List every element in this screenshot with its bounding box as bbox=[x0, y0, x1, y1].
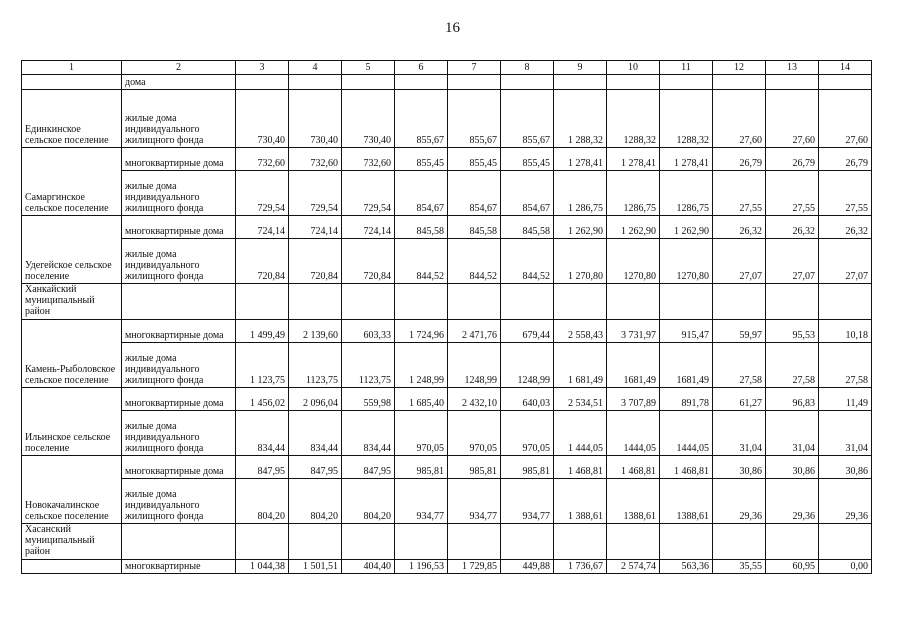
value-cell: 27,55 bbox=[819, 171, 872, 216]
table-row bbox=[22, 560, 872, 574]
value-cell bbox=[766, 284, 819, 320]
value-cell bbox=[554, 284, 607, 320]
value-cell: 1 288,32 bbox=[554, 90, 607, 148]
value-cell: 1388,61 bbox=[660, 479, 713, 524]
value-cell bbox=[448, 524, 501, 560]
value-cell: 855,45 bbox=[395, 148, 448, 171]
municipality-cell bbox=[22, 560, 122, 574]
value-cell bbox=[607, 75, 660, 90]
value-cell: 855,45 bbox=[448, 148, 501, 171]
column-number: 10 bbox=[607, 61, 660, 75]
value-cell bbox=[395, 284, 448, 320]
value-cell: 834,44 bbox=[342, 411, 395, 456]
value-cell bbox=[766, 75, 819, 90]
value-cell: 985,81 bbox=[448, 456, 501, 479]
value-cell: 1 278,41 bbox=[554, 148, 607, 171]
value-cell bbox=[236, 524, 289, 560]
value-cell bbox=[819, 75, 872, 90]
table-row bbox=[22, 284, 872, 320]
value-cell: 1 729,85 bbox=[448, 560, 501, 574]
value-cell: 2 534,51 bbox=[554, 388, 607, 411]
value-cell: 934,77 bbox=[448, 479, 501, 524]
value-cell: 1 681,49 bbox=[554, 343, 607, 388]
table-row bbox=[22, 343, 872, 388]
value-cell: 404,40 bbox=[342, 560, 395, 574]
value-cell bbox=[448, 284, 501, 320]
tariff-table bbox=[21, 60, 872, 574]
table-row bbox=[22, 239, 872, 284]
value-cell: 720,84 bbox=[342, 239, 395, 284]
table-row bbox=[22, 456, 872, 479]
value-cell: 730,40 bbox=[289, 90, 342, 148]
value-cell bbox=[501, 284, 554, 320]
value-cell: 1 468,81 bbox=[660, 456, 713, 479]
value-cell: 844,52 bbox=[448, 239, 501, 284]
value-cell bbox=[766, 524, 819, 560]
value-cell: 1 685,40 bbox=[395, 388, 448, 411]
value-cell: 1123,75 bbox=[289, 343, 342, 388]
value-cell: 30,86 bbox=[713, 456, 766, 479]
column-number: 13 bbox=[766, 61, 819, 75]
table-row bbox=[22, 388, 872, 411]
value-cell: 27,58 bbox=[713, 343, 766, 388]
housing-type-cell: жилые дома индивидуального жилищного фонда bbox=[122, 90, 236, 148]
value-cell: 27,55 bbox=[766, 171, 819, 216]
value-cell: 1 468,81 bbox=[554, 456, 607, 479]
column-number: 1 bbox=[22, 61, 122, 75]
value-cell: 29,36 bbox=[819, 479, 872, 524]
value-cell: 970,05 bbox=[395, 411, 448, 456]
housing-type-cell: дома bbox=[122, 75, 236, 90]
column-number: 8 bbox=[501, 61, 554, 75]
value-cell: 27,07 bbox=[766, 239, 819, 284]
value-cell bbox=[660, 524, 713, 560]
value-cell: 854,67 bbox=[501, 171, 554, 216]
value-cell: 59,97 bbox=[713, 320, 766, 343]
value-cell: 27,60 bbox=[819, 90, 872, 148]
value-cell: 1681,49 bbox=[607, 343, 660, 388]
value-cell: 29,36 bbox=[713, 479, 766, 524]
value-cell: 640,03 bbox=[501, 388, 554, 411]
value-cell bbox=[713, 75, 766, 90]
value-cell: 1248,99 bbox=[448, 343, 501, 388]
value-cell: 724,14 bbox=[236, 216, 289, 239]
value-cell: 2 096,04 bbox=[289, 388, 342, 411]
table-row bbox=[22, 90, 872, 148]
value-cell: 724,14 bbox=[289, 216, 342, 239]
housing-type-cell: многоквартирные дома bbox=[122, 388, 236, 411]
table-row bbox=[22, 524, 872, 560]
value-cell: 27,60 bbox=[766, 90, 819, 148]
column-number: 11 bbox=[660, 61, 713, 75]
value-cell: 720,84 bbox=[289, 239, 342, 284]
value-cell: 1 278,41 bbox=[660, 148, 713, 171]
housing-type-cell: жилые дома индивидуального жилищного фонда bbox=[122, 343, 236, 388]
value-cell: 1 456,02 bbox=[236, 388, 289, 411]
value-cell: 27,55 bbox=[713, 171, 766, 216]
value-cell: 934,77 bbox=[395, 479, 448, 524]
housing-type-cell: многоквартирные bbox=[122, 560, 236, 574]
value-cell: 27,07 bbox=[713, 239, 766, 284]
value-cell bbox=[501, 524, 554, 560]
value-cell: 970,05 bbox=[448, 411, 501, 456]
value-cell: 1 270,80 bbox=[554, 239, 607, 284]
value-cell: 1 123,75 bbox=[236, 343, 289, 388]
value-cell: 970,05 bbox=[501, 411, 554, 456]
value-cell: 559,98 bbox=[342, 388, 395, 411]
value-cell: 847,95 bbox=[289, 456, 342, 479]
value-cell: 31,04 bbox=[713, 411, 766, 456]
value-cell bbox=[448, 75, 501, 90]
column-number: 3 bbox=[236, 61, 289, 75]
column-number: 7 bbox=[448, 61, 501, 75]
value-cell: 26,79 bbox=[713, 148, 766, 171]
municipality-cell: Ильинское сельское поселение bbox=[22, 388, 122, 456]
table-row bbox=[22, 216, 872, 239]
value-cell: 27,58 bbox=[766, 343, 819, 388]
value-cell: 1 468,81 bbox=[607, 456, 660, 479]
value-cell: 1 262,90 bbox=[660, 216, 713, 239]
value-cell: 10,18 bbox=[819, 320, 872, 343]
value-cell: 1270,80 bbox=[660, 239, 713, 284]
value-cell: 834,44 bbox=[289, 411, 342, 456]
value-cell: 679,44 bbox=[501, 320, 554, 343]
value-cell bbox=[660, 284, 713, 320]
value-cell: 1 196,53 bbox=[395, 560, 448, 574]
value-cell: 3 707,89 bbox=[607, 388, 660, 411]
municipality-cell: Камень-Рыболовское сельское поселение bbox=[22, 320, 122, 388]
value-cell: 27,07 bbox=[819, 239, 872, 284]
municipality-cell: Хасанский муниципальный район bbox=[22, 524, 122, 560]
value-cell: 855,67 bbox=[501, 90, 554, 148]
value-cell: 720,84 bbox=[236, 239, 289, 284]
value-cell: 60,95 bbox=[766, 560, 819, 574]
value-cell: 2 558,43 bbox=[554, 320, 607, 343]
value-cell: 96,83 bbox=[766, 388, 819, 411]
value-cell bbox=[607, 284, 660, 320]
value-cell: 1 278,41 bbox=[607, 148, 660, 171]
value-cell bbox=[289, 524, 342, 560]
value-cell: 732,60 bbox=[289, 148, 342, 171]
value-cell: 29,36 bbox=[766, 479, 819, 524]
value-cell: 1288,32 bbox=[607, 90, 660, 148]
value-cell: 891,78 bbox=[660, 388, 713, 411]
value-cell: 847,95 bbox=[342, 456, 395, 479]
value-cell: 27,58 bbox=[819, 343, 872, 388]
value-cell bbox=[713, 524, 766, 560]
value-cell: 2 432,10 bbox=[448, 388, 501, 411]
value-cell: 729,54 bbox=[236, 171, 289, 216]
value-cell: 1388,61 bbox=[607, 479, 660, 524]
value-cell: 1 262,90 bbox=[554, 216, 607, 239]
municipality-cell: Удегейское сельское поселение bbox=[22, 216, 122, 284]
housing-type-cell: жилые дома индивидуального жилищного фонда bbox=[122, 411, 236, 456]
value-cell: 1 736,67 bbox=[554, 560, 607, 574]
municipality-cell: Самаргинское сельское поселение bbox=[22, 148, 122, 216]
value-cell: 730,40 bbox=[342, 90, 395, 148]
value-cell bbox=[289, 284, 342, 320]
header-row bbox=[22, 61, 872, 75]
column-number: 12 bbox=[713, 61, 766, 75]
value-cell: 729,54 bbox=[342, 171, 395, 216]
value-cell bbox=[236, 284, 289, 320]
value-cell: 35,55 bbox=[713, 560, 766, 574]
table-body bbox=[22, 61, 872, 574]
housing-type-cell: многоквартирные дома bbox=[122, 148, 236, 171]
value-cell: 1 501,51 bbox=[289, 560, 342, 574]
value-cell: 915,47 bbox=[660, 320, 713, 343]
value-cell: 1 286,75 bbox=[554, 171, 607, 216]
value-cell: 61,27 bbox=[713, 388, 766, 411]
value-cell: 845,58 bbox=[501, 216, 554, 239]
value-cell bbox=[395, 524, 448, 560]
value-cell: 855,67 bbox=[395, 90, 448, 148]
value-cell bbox=[713, 284, 766, 320]
value-cell: 26,32 bbox=[713, 216, 766, 239]
value-cell: 1286,75 bbox=[660, 171, 713, 216]
value-cell bbox=[289, 75, 342, 90]
value-cell: 724,14 bbox=[342, 216, 395, 239]
value-cell: 1288,32 bbox=[660, 90, 713, 148]
value-cell: 854,67 bbox=[395, 171, 448, 216]
value-cell bbox=[554, 75, 607, 90]
value-cell: 1 499,49 bbox=[236, 320, 289, 343]
value-cell: 1248,99 bbox=[501, 343, 554, 388]
value-cell: 804,20 bbox=[289, 479, 342, 524]
value-cell: 845,58 bbox=[395, 216, 448, 239]
value-cell: 0,00 bbox=[819, 560, 872, 574]
value-cell: 1681,49 bbox=[660, 343, 713, 388]
value-cell: 804,20 bbox=[236, 479, 289, 524]
housing-type-cell: многоквартирные дома bbox=[122, 456, 236, 479]
municipality-cell: Единкинское сельское поселение bbox=[22, 90, 122, 148]
value-cell: 1123,75 bbox=[342, 343, 395, 388]
value-cell: 1286,75 bbox=[607, 171, 660, 216]
value-cell: 729,54 bbox=[289, 171, 342, 216]
page-number: 16 bbox=[445, 20, 460, 36]
value-cell: 804,20 bbox=[342, 479, 395, 524]
value-cell: 30,86 bbox=[766, 456, 819, 479]
housing-type-cell: многоквартирные дома bbox=[122, 320, 236, 343]
value-cell bbox=[607, 524, 660, 560]
value-cell bbox=[342, 75, 395, 90]
value-cell: 847,95 bbox=[236, 456, 289, 479]
value-cell: 26,79 bbox=[819, 148, 872, 171]
table-row bbox=[22, 320, 872, 343]
value-cell: 27,60 bbox=[713, 90, 766, 148]
value-cell: 855,45 bbox=[501, 148, 554, 171]
value-cell: 1 044,38 bbox=[236, 560, 289, 574]
value-cell: 26,32 bbox=[819, 216, 872, 239]
value-cell bbox=[501, 75, 554, 90]
value-cell: 732,60 bbox=[236, 148, 289, 171]
table-row bbox=[22, 171, 872, 216]
value-cell: 26,79 bbox=[766, 148, 819, 171]
value-cell bbox=[660, 75, 713, 90]
value-cell: 1444,05 bbox=[607, 411, 660, 456]
continuation-row bbox=[22, 75, 872, 90]
value-cell: 2 471,76 bbox=[448, 320, 501, 343]
value-cell bbox=[554, 524, 607, 560]
value-cell: 730,40 bbox=[236, 90, 289, 148]
value-cell: 2 139,60 bbox=[289, 320, 342, 343]
value-cell: 2 574,74 bbox=[607, 560, 660, 574]
value-cell: 1 724,96 bbox=[395, 320, 448, 343]
value-cell bbox=[342, 284, 395, 320]
value-cell: 1 262,90 bbox=[607, 216, 660, 239]
value-cell: 1 444,05 bbox=[554, 411, 607, 456]
value-cell: 732,60 bbox=[342, 148, 395, 171]
value-cell: 845,58 bbox=[448, 216, 501, 239]
value-cell bbox=[342, 524, 395, 560]
value-cell: 834,44 bbox=[236, 411, 289, 456]
column-number: 2 bbox=[122, 61, 236, 75]
value-cell: 844,52 bbox=[501, 239, 554, 284]
housing-type-cell: жилые дома индивидуального жилищного фонда bbox=[122, 239, 236, 284]
value-cell bbox=[819, 524, 872, 560]
table-row bbox=[22, 479, 872, 524]
value-cell: 985,81 bbox=[501, 456, 554, 479]
value-cell: 30,86 bbox=[819, 456, 872, 479]
value-cell: 3 731,97 bbox=[607, 320, 660, 343]
value-cell: 855,67 bbox=[448, 90, 501, 148]
municipality-cell: Новокачалинское сельское поселение bbox=[22, 456, 122, 524]
value-cell: 1444,05 bbox=[660, 411, 713, 456]
table-row bbox=[22, 148, 872, 171]
column-number: 6 bbox=[395, 61, 448, 75]
value-cell: 31,04 bbox=[766, 411, 819, 456]
value-cell: 1 388,61 bbox=[554, 479, 607, 524]
table-row bbox=[22, 411, 872, 456]
value-cell: 26,32 bbox=[766, 216, 819, 239]
value-cell: 1270,80 bbox=[607, 239, 660, 284]
column-number: 5 bbox=[342, 61, 395, 75]
value-cell: 95,53 bbox=[766, 320, 819, 343]
housing-type-cell: жилые дома индивидуального жилищного фонда bbox=[122, 479, 236, 524]
municipality-cell bbox=[22, 75, 122, 90]
column-number: 14 bbox=[819, 61, 872, 75]
municipality-cell: Ханкайский муниципальный район bbox=[22, 284, 122, 320]
value-cell: 31,04 bbox=[819, 411, 872, 456]
housing-type-cell bbox=[122, 524, 236, 560]
housing-type-cell: многоквартирные дома bbox=[122, 216, 236, 239]
value-cell: 11,49 bbox=[819, 388, 872, 411]
value-cell: 603,33 bbox=[342, 320, 395, 343]
value-cell: 563,36 bbox=[660, 560, 713, 574]
column-number: 4 bbox=[289, 61, 342, 75]
value-cell: 844,52 bbox=[395, 239, 448, 284]
value-cell: 854,67 bbox=[448, 171, 501, 216]
value-cell: 449,88 bbox=[501, 560, 554, 574]
value-cell: 1 248,99 bbox=[395, 343, 448, 388]
value-cell: 985,81 bbox=[395, 456, 448, 479]
value-cell bbox=[395, 75, 448, 90]
column-number: 9 bbox=[554, 61, 607, 75]
housing-type-cell bbox=[122, 284, 236, 320]
housing-type-cell: жилые дома индивидуального жилищного фонда bbox=[122, 171, 236, 216]
value-cell bbox=[236, 75, 289, 90]
value-cell: 934,77 bbox=[501, 479, 554, 524]
value-cell bbox=[819, 284, 872, 320]
